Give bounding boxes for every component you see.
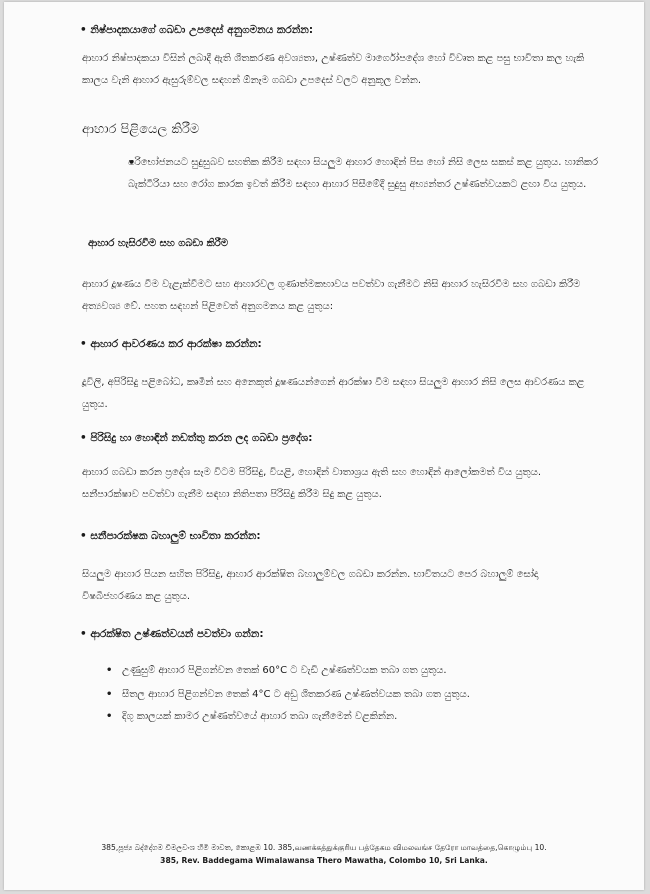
- document-page: [4, 2, 644, 890]
- paragraph-manufacturer-instructions: ආහාර නිෂ්පාදකයා විසින් ලබාදී ඇති ශීතකරණ අවශ්‍යතා, උෂ්ණත්ව මාර්ගෝපදේශ හෝ විවෘත කළ පසු භාවිතා කල හැකි කාලය වැනි ආහාර ඇසුරුම්වල සඳහන් ඕනෑම ගබඩා උපදෙස් වලට අනුකූල වන්න.: [82, 53, 585, 86]
- bullet-mark: •: [106, 689, 113, 700]
- section-heading-manufacturer-instructions: • නිෂ්පාදකයාගේ ගබඩා උපදෙස් අනුගමනය කරන්න:: [80, 24, 314, 36]
- footer-address-english: 385, Rev. Baddegama Wimalawansa Thero Mawatha, Colombo 10, Sri Lanka.: [160, 856, 488, 865]
- list-item-text: සීතල ආහාර පිළිගන්වන තෙක් 4°C ට අඩු ශීතකරණ උෂ්ණත්වයක තබා ගත යුතුය.: [122, 689, 470, 700]
- section-heading-safe-temperatures: • ආරක්ෂිත උෂ්ණත්වයන් පවත්වා ගන්න:: [80, 628, 264, 640]
- list-item-text: දිගු කාලයක් කාමර උෂ්ණත්වයේ ආහාර තබා ගැනීමෙන් වළකින්න.: [122, 711, 398, 722]
- list-item: [4, 660, 644, 682]
- footer-address-local: 385,පූජ්‍ය බද්දේගම විමලවංශ හිමි මාවත, කොළඹ 10. 385,வணக்கத்துக்குரிய பத்தேகம விமலவங்ச தேரோ மாவத்தை,கொழும்பு 10.: [101, 843, 547, 852]
- bullet-mark: •: [106, 665, 113, 676]
- section-heading-clean-storage: • පිරිසිදු හා හොඳින් නඩත්තු කරන ලද ගබඩා ප්‍රදේශ:: [80, 432, 313, 444]
- list-item: [4, 706, 644, 728]
- paragraph-sanitary-containers: සියලුම ආහාර පියන සහිත පිරිසිදු, ආහාර ආරක්ෂිත බහාලුම්වල ගබඩා කරන්න. භාවිතයට පෙර බහාලුම් සෝදා විෂබීජහරණය කළ යුතුය.: [82, 569, 539, 602]
- bullet-food-preparation: [4, 152, 644, 196]
- paragraph-handling-storage: ආහාර දූෂණය වීම වැළැක්වීමට සහ ආහාරවල ගුණාත්මකභාවය පවත්වා ගැනීමට නිසි ආහාර හැසිරවීම සහ ගබඩා කිරීම අත්‍යවශ්‍ය වේ. පහත සඳහන් පිළිවෙත් අනුගමනය කළ යුතුය:: [82, 279, 581, 312]
- list-item: [4, 684, 644, 706]
- section-heading-sanitary-containers: • සනීපාරක්ෂක බහාලුම් භාවිතා කරන්න:: [80, 530, 261, 542]
- section-heading-cover-protect: • ආහාර ආවරණය කර ආරක්ෂා කරන්න:: [80, 338, 262, 350]
- paragraph-clean-storage: ආහාර ගබඩා කරන ප්‍රදේශ සෑම විටම පිරිසිදු, වියළි, හොඳින් වාතාශ්‍රය ඇති සහ හොඳින් ආලෝකමත් විය යුතුය. සනීපාරක්ෂාව පවත්වා ගැනීම සඳහා නිතිපතා පිරිසිදු කිරීම සිදු කළ යුතුය.: [82, 467, 542, 500]
- section-title-handling-storage: ආහාර හැසිරවීම සහ ගබඩා කිරීම: [88, 238, 229, 249]
- bullet-text: පරිභෝජනයට සුදුසුබව සහතික කිරීම සඳහා සියලුම ආහාර හොඳින් පිස හෝ නිසි ලෙස සකස් කළ යුතුය. හානිකර බැක්ටීරියා සහ රෝග කාරක ඉවත් කිරීම සඳහා ආහාර පිසීමේදී සුදුසු අභ්‍යන්තර උෂ්ණත්වයකට ළඟා විය යුතුය.: [128, 157, 599, 190]
- section-title-food-preparation: ආහාර පිළියෙල කිරීම: [82, 122, 200, 137]
- bullet-mark: •: [106, 711, 113, 722]
- list-item-text: උණුසුම් ආහාර පිළිගන්වන තෙක් 60°C ට වැඩි උෂ්ණත්වයක තබා ගත යුතුය.: [122, 665, 447, 676]
- paragraph-cover-protect: දූවිලි, අපිරිසිදු පළිබෝධ, කෘමීන් සහ අනෙකුත් දූෂණයන්ගෙන් ආරක්ෂා වීම සඳහා සියලුම ආහාර නිසි ලෙස ආවරණය කළ යුතුය.: [82, 377, 585, 410]
